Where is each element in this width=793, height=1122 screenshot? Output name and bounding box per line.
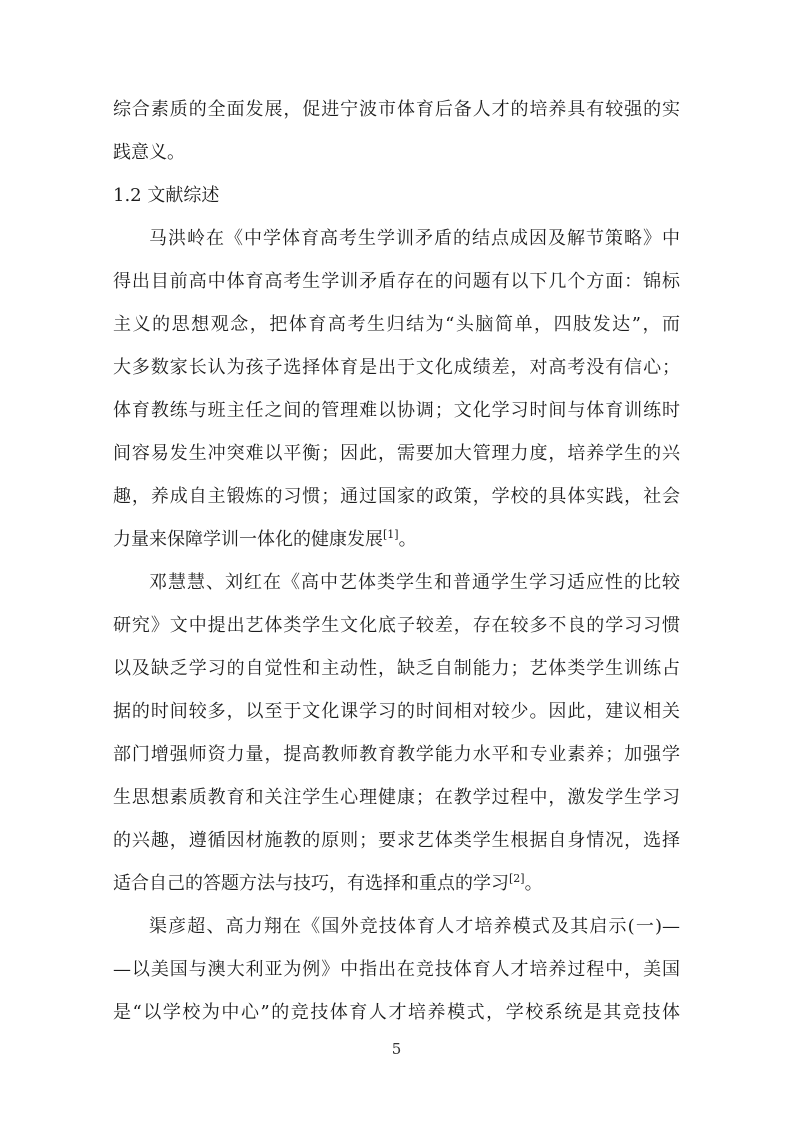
text-segment: 趣，养成自主锻炼的习惯；通过国家的政策，学校的具体实践，社会 <box>113 486 680 507</box>
text-line <box>113 948 680 991</box>
text-line <box>113 690 680 733</box>
text-line <box>113 604 680 647</box>
text-segment: 。 <box>524 873 543 894</box>
text-line <box>113 647 680 690</box>
text-segment: 部门增强师资力量，提高教师教育教学能力水平和专业素养；加强学 <box>113 744 680 765</box>
text-segment: 渠彦超、高力翔在《国外竞技体育人才培养模式及其启示(一)— <box>149 916 680 937</box>
text-line <box>113 88 680 131</box>
text-segment: 是“以学校为中心”的竞技体育人才培养模式，学校系统是其竞技体 <box>113 1002 680 1023</box>
text-line <box>113 131 680 174</box>
text-line <box>113 991 680 1034</box>
text-line <box>113 389 680 432</box>
document-body <box>113 88 680 1034</box>
text-segment: 适合自己的答题方法与技巧，有选择和重点的学习 <box>113 873 509 894</box>
text-segment: 力量来保障学训一体化的健康发展 <box>113 529 383 550</box>
text-line <box>113 260 680 303</box>
citation-ref: [2] <box>509 872 525 885</box>
text-line <box>113 303 680 346</box>
text-segment: 。 <box>398 529 417 550</box>
text-segment: 据的时间较多，以至于文化课学习的时间相对较少。因此，建议相关 <box>113 701 680 722</box>
text-segment: 以及缺乏学习的自觉性和主动性，缺乏自制能力；艺体类学生训练占 <box>113 658 680 679</box>
text-segment: 主义的思想观念，把体育高考生归结为“头脑简单，四肢发达”，而 <box>113 314 680 335</box>
text-segment: 的兴趣，遵循因材施教的原则；要求艺体类学生根据自身情况，选择 <box>113 830 680 851</box>
text-segment: 体育教练与班主任之间的管理难以协调；文化学习时间与体育训练时 <box>113 400 680 421</box>
text-line <box>113 346 680 389</box>
page-number: 5 <box>391 1040 402 1058</box>
text-line <box>113 217 680 260</box>
text-segment: —以美国与澳大利亚为例》中指出在竞技体育人才培养过程中，美国 <box>113 959 680 980</box>
text-segment: 邓慧慧、刘红在《高中艺体类学生和普通学生学习适应性的比较 <box>149 572 680 593</box>
text-segment: 1.2 文献综述 <box>113 185 220 206</box>
text-line <box>113 819 680 862</box>
text-segment: 间容易发生冲突难以平衡；因此，需要加大管理力度，培养学生的兴 <box>113 443 680 464</box>
citation-ref: [1] <box>383 528 399 541</box>
text-line <box>113 905 680 948</box>
text-line <box>113 776 680 819</box>
text-segment: 践意义。 <box>113 142 185 163</box>
text-segment: 研究》文中提出艺体类学生文化底子较差，存在较多不良的学习习惯 <box>113 615 680 636</box>
text-segment: 马洪岭在《中学体育高考生学训矛盾的结点成因及解节策略》中 <box>149 228 680 249</box>
text-line <box>113 432 680 475</box>
text-line <box>113 518 680 561</box>
text-line <box>113 475 680 518</box>
text-line <box>113 561 680 604</box>
text-line <box>113 733 680 776</box>
text-segment: 生思想素质教育和关注学生心理健康；在教学过程中，激发学生学习 <box>113 787 680 808</box>
text-segment: 综合素质的全面发展，促进宁波市体育后备人才的培养具有较强的实 <box>113 99 680 120</box>
section-heading <box>113 174 680 217</box>
text-segment: 得出目前高中体育高考生学训矛盾存在的问题有以下几个方面：锦标 <box>113 271 680 292</box>
text-segment: 大多数家长认为孩子选择体育是出于文化成绩差，对高考没有信心； <box>113 357 680 378</box>
text-line <box>113 862 680 905</box>
